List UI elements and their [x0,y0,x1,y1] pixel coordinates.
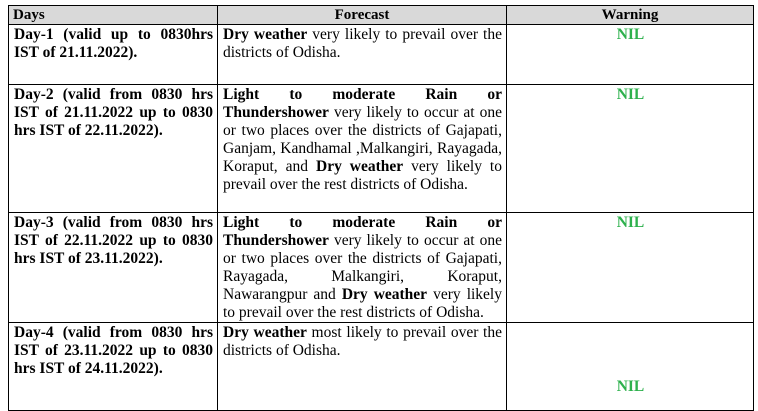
day-2-forecast [218,85,507,213]
day-2-validity: Day-2 (valid from 0830 hrs IST of 21.11.2022 up to 0830 hrs IST of 22.11.2022). [9,85,218,213]
forecast-bold-text: Dry weather [316,158,404,175]
forecast-text: most likely to prevail over the districts of Odisha. [223,324,502,359]
forecast-table [8,5,754,411]
day-4-validity: Day-4 (valid from 0830 hrs IST of 23.11.2022 up to 0830 hrs IST of 24.11.2022). [9,323,218,411]
day-3-validity: Day-3 (valid from 0830 hrs IST of 22.11.2022 up to 0830 hrs IST of 23.11.2022). [9,213,218,323]
table-row [9,323,754,411]
day-1-warning: NIL [507,25,754,85]
table-row [9,25,754,85]
day-4-forecast [218,323,507,411]
forecast-text: very likely to prevail over the rest districts of Odisha. [223,158,502,193]
header-warning: Warning [507,6,754,25]
forecast-bold-text: Light to moderate Rain or Thundershower [223,214,502,249]
day-1-forecast [218,25,507,85]
forecast-text: very likely to occur at one or two places over the districts of Gajapati, Ganjam, Kandhamal ,Malkangiri, Rayagada, Koraput, and [223,104,502,175]
forecast-bold-text: Light to moderate Rain or Thundershower [223,86,502,121]
header-forecast: Forecast [218,6,507,25]
day-2-warning: NIL [507,85,754,213]
day-3-warning: NIL [507,213,754,323]
day-1-validity: Day-1 (valid up to 0830hrs IST of 21.11.2022). [9,25,218,85]
day-3-forecast [218,213,507,323]
forecast-text: very likely to prevail over the rest districts of Odisha. [223,286,502,321]
header-row [9,6,754,25]
forecast-bold-text: Dry weather [223,26,308,43]
forecast-text: very likely to occur at one or two places over the districts of Gajapati, Rayagada, Malkangiri, Koraput, Nawarangpur and [223,232,502,303]
day-4-warning: NIL [507,323,754,411]
table-row [9,213,754,323]
header-days: Days [9,6,218,25]
forecast-bold-text: Dry weather [223,324,307,341]
table-row [9,85,754,213]
forecast-text: very likely to prevail over the districts of Odisha. [223,26,502,61]
forecast-bold-text: Dry weather [341,286,428,303]
